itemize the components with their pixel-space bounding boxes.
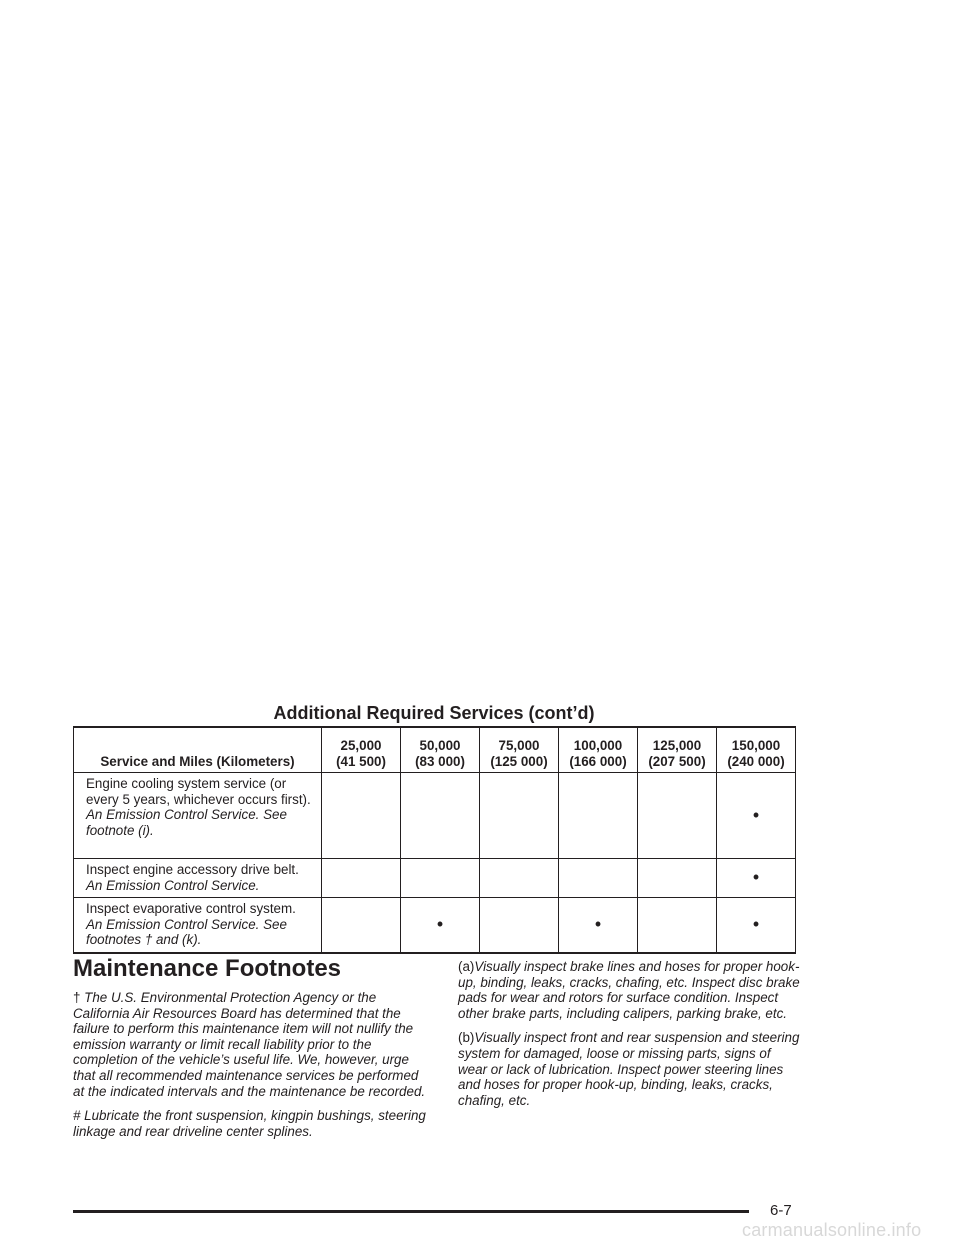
interval-mark — [322, 898, 401, 953]
interval-mark — [322, 773, 401, 859]
footer-rule — [73, 1210, 749, 1213]
interval-mark — [638, 898, 717, 953]
services-table — [73, 726, 796, 954]
interval-mark — [401, 859, 480, 898]
interval-mark — [559, 773, 638, 859]
footnote-hash: # Lubricate the front suspension, kingpin bushings, steering linkage and rear driveline center splines. — [73, 1108, 426, 1139]
interval-mark: • — [717, 898, 796, 953]
header-50000: 50,000 (83 000) — [401, 727, 480, 773]
service-description: Inspect engine accessory drive belt. An Emission Control Service. — [74, 859, 322, 898]
header-125000: 125,000 (207 500) — [638, 727, 717, 773]
footnote-b: (b)Visually inspect front and rear suspension and steering system for damaged, loose or missing parts, signs of wear or lack of lubrication. Inspect power steering lines and hoses for proper hook-up, binding, leaks, cracks, chafing, etc. — [458, 1030, 800, 1108]
footnotes-right-column — [458, 959, 803, 1117]
interval-mark — [638, 773, 717, 859]
interval-mark: • — [717, 773, 796, 859]
interval-mark: • — [559, 898, 638, 953]
table-row — [74, 898, 796, 953]
interval-mark — [322, 859, 401, 898]
footnotes-left-column — [73, 990, 433, 1148]
interval-mark — [401, 773, 480, 859]
interval-mark — [559, 859, 638, 898]
footnote-dagger: † The U.S. Environmental Protection Agency or the California Air Resources Board has determined that the failure to perform this maintenance item will not nullify the emission warranty or limit recall liability prior to the completion of the vehicle’s useful life. We, however, urge that all recommended maintenance services be performed at the indicated intervals and the maintenance be recorded. — [73, 990, 426, 1099]
footnotes-title: Maintenance Footnotes — [73, 955, 342, 982]
page-number: 6-7 — [770, 1202, 792, 1219]
table-title: Additional Required Services (cont’d) — [273, 703, 595, 723]
service-description: Inspect evaporative control system. An Emission Control Service. See footnotes † and (k). — [74, 898, 322, 953]
header-75000: 75,000 (125 000) — [480, 727, 559, 773]
header-150000: 150,000 (240 000) — [717, 727, 796, 773]
interval-mark: • — [401, 898, 480, 953]
interval-mark: • — [717, 859, 796, 898]
table-header-row — [74, 727, 796, 773]
header-service: Service and Miles (Kilometers) — [74, 727, 322, 773]
table-row — [74, 773, 796, 859]
header-100000: 100,000 (166 000) — [559, 727, 638, 773]
interval-mark — [480, 773, 559, 859]
footnote-a: (a)Visually inspect brake lines and hoses for proper hook-up, binding, leaks, cracks, chafing, etc. Inspect disc brake pads for wear and rotors for surface condition. Inspect other brake parts, including calipers, parking brake, etc. — [458, 959, 800, 1021]
table-row — [74, 859, 796, 898]
interval-mark — [638, 859, 717, 898]
service-description: Engine cooling system service (or every 5 years, whichever occurs first). An Emission Control Service. See footnote (i). — [74, 773, 322, 859]
watermark: carmanualsonline.info — [742, 1220, 922, 1240]
interval-mark — [480, 898, 559, 953]
header-25000: 25,000 (41 500) — [322, 727, 401, 773]
interval-mark — [480, 859, 559, 898]
